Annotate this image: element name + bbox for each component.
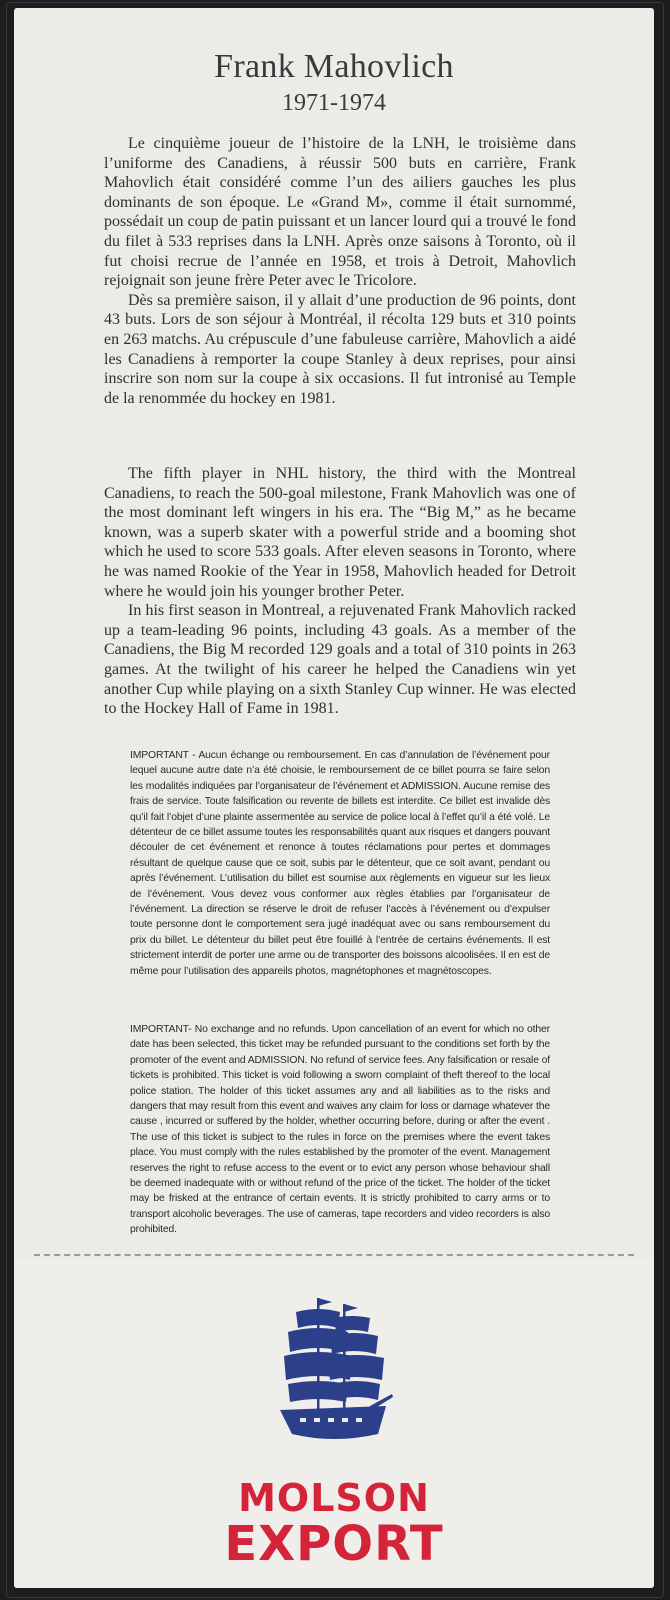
perforation-line — [34, 1254, 634, 1256]
bio-french — [104, 134, 576, 408]
bio-english — [104, 464, 576, 719]
ticket — [14, 8, 654, 1588]
sponsor-name-line1: MOLSON — [238, 1476, 430, 1520]
bio-paragraph: Dès sa première saison, il y allait d’une production de 96 points, dont 43 buts. Lors de son séjour à Montréal, il récolta 129 buts et 310 points en 263 matchs. Au crépuscule d’une fabuleuse carrière, Mahovlich a aidé les Canadiens à remporter la coupe Stanley à deux reprises, pour ainsi inscrire son nom sur la coupe à six occasions. Il fut intronisé au Temple de la renommée du hockey en 1981. — [104, 291, 576, 407]
player-name: Frank Mahovlich — [214, 48, 454, 85]
sponsor-stub — [14, 1258, 654, 1588]
bio-paragraph: In his first season in Montreal, a rejuvenated Frank Mahovlich racked up a team-leading 96 points, including 43 goals. As a member of the Canadiens, the Big M recorded 129 goals and a total of 310 points in 263 games. At the twilight of his career he helped the Canadiens win yet another Cup while playing on a sixth Stanley Cup winner. He was elected to the Hockey Hall of Fame in 1981. — [104, 602, 576, 718]
bio-paragraph: Le cinquième joueur de l’histoire de la LNH, le troisième dans l’uniforme des Canadiens, à réussir 500 buts en carrière, Frank Mahovlich était considéré comme l’un des ailiers gauches les plus dominants de son époque. Le «Grand M», comme il était surnommé, possédait un coup de patin puissant et un lancer lourd qui a trouvé le fond du filet à 533 reprises dans la LNH. Après onze saisons à Toronto, où il fut choisi recrue de l’année en 1958, et trois à Detroit, Mahovlich rejoignait son jeune frère Peter avec le Tricolore. — [104, 135, 576, 290]
sponsor-name-line2: EXPORT — [224, 1516, 444, 1572]
sailing-ship-icon — [274, 1294, 394, 1454]
legal-terms-french: IMPORTANT - Aucun échange ou remboursement. En cas d’annulation de l’événement pour lequel aucune autre date n’a été choisie, le remboursement de ce billet pourra se faire selon les modalités indiquées par l’organisateur de l’événement et ADMISSION. Aucune remise des frais de service. Toute falsification ou revente de billets est interdite. Ce billet est invalide dès qu’il fait l’objet d’une plainte assermentée au service de police local à l’effet qu’il a été volé. Le détenteur de ce billet assume toutes les responsabilités quant aux risques et dangers pouvant découler de cet événement et renonce à toutes réclamations pour pertes et dommages résultant de quelque cause que ce soit, subis par le détenteur, que ce soit avant, pendant ou après l’événement. L’utilisation du billet est soumise aux règlements en vigueur sur les lieux de l’événement. Vous devez vous conformer aux règles établies par l’organisateur de l’événement. La direction se réserve le droit de refuser l’accès à l’événement ou d’expulser toute personne dont le comportement sera jugé inadéquat avec ou sans remboursement du prix du billet. Le détenteur du billet peut être fouillé à l’entrée de certains événements. Il est strictement interdit de porter une arme ou de transporter des boissons alcoolisées. Il en est de même pour l’utilisation des appareils photos, magnétophones et magnétoscopes. — [130, 750, 550, 977]
bio-paragraph: The fifth player in NHL history, the third with the Montreal Canadiens, to reach the 500-goal milestone, Frank Mahovlich was one of the most dominant left wingers in his era. The “Big M,” as he became known, was a superb skater with a powerful stride and a booming shot which he used to score 533 goals. After eleven seasons in Toronto, where he was named Rookie of the Year in 1958, Mahovlich headed for Detroit where he would join his younger brother Peter. — [104, 465, 576, 600]
player-years: 1971-1974 — [282, 90, 386, 116]
legal-terms-english: IMPORTANT- No exchange and no refunds. Upon cancellation of an event for which no other date has been selected, this ticket may be refunded pursuant to the conditions set forth by the promoter of the event and ADMISSION. No refund of service fees. Any falsification or resale of tickets is prohibited. This ticket is void following a sworn complaint of theft thereof to the local police station. The holder of this ticket assumes any and all liabilities as to the risks and dangers that may result from this event and waives any claim for loss or damage whatever the cause , incurred or suffered by the holder, whether occurring before, during or after the event . The use of this ticket is subject to the rules in force on the premises where the event takes place. You must comply with the rules established by the promoter of the event. Management reserves the right to refuse access to the event or to evict any person whose behaviour shall be deemed inadequate with or without refund of the price of the ticket. The holder of the ticket may be frisked at the entrance of certain events. It is strictly prohibited to carry arms or to transport alcoholic beverages. The use of cameras, tape recorders and video recorders is also prohibited. — [130, 1024, 550, 1236]
